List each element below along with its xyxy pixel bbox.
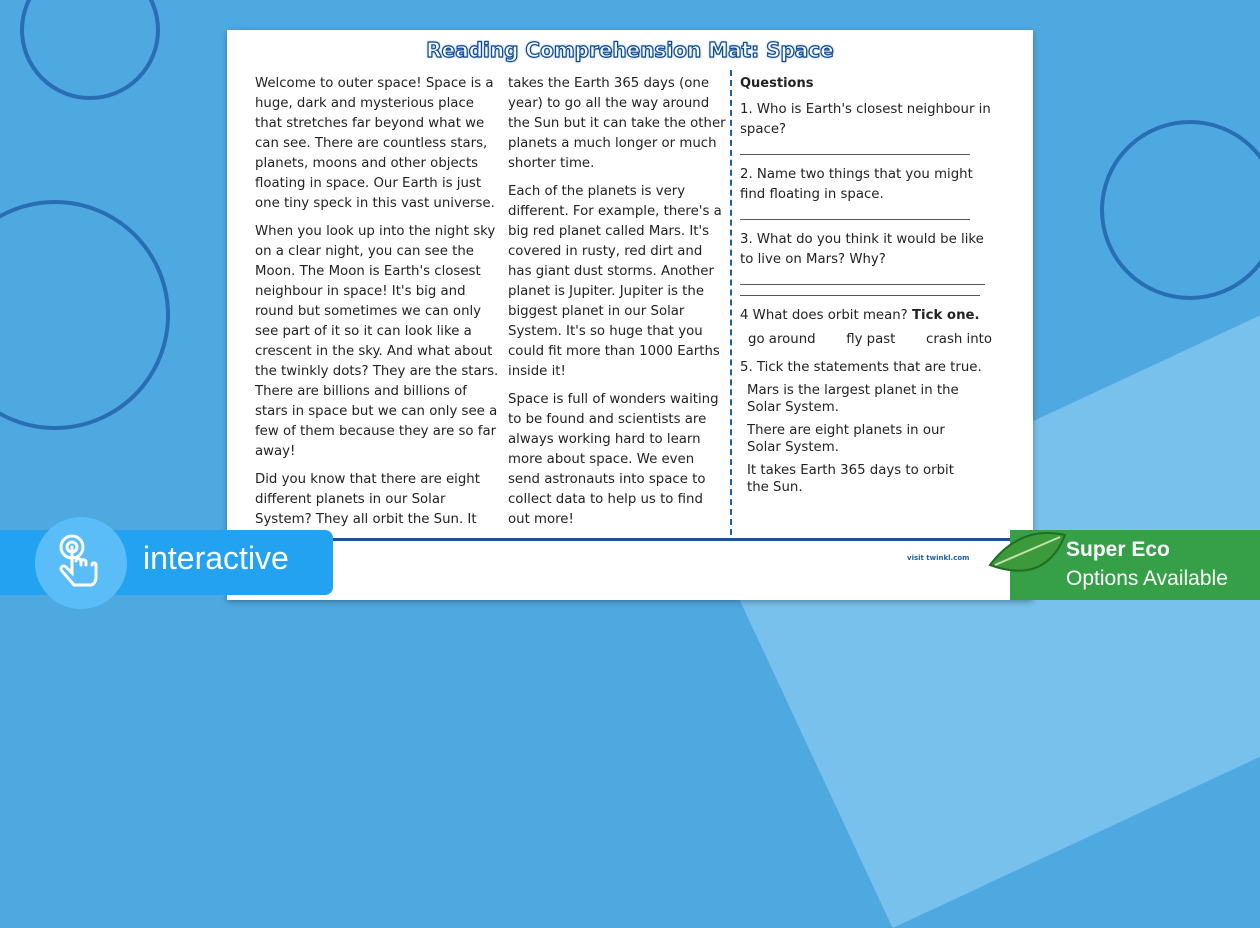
paragraph: When you look up into the night sky on a clear night, you can see the Moon. The Moon is Earth's closest neighbour in space! It's big and round but sometimes we can only see part of it so it can look like a crescent in the sky. And what about the twinkly dots? They are the stars. There are billions and billions of stars in space but we can only see a few of them because they are so far away! xyxy=(255,224,499,459)
option-go-around[interactable]: go around xyxy=(748,332,816,347)
question-4 xyxy=(740,306,1000,326)
footer-link: visit twinkl.com xyxy=(907,554,970,562)
planet-decoration xyxy=(1100,120,1260,300)
paragraph: Welcome to outer space! Space is a huge, dark and mysterious place that stretches far beyond what we can see. There are countless stars, planets, moons and other objects floating in space. Our Earth is just one tiny speck in this vast universe. xyxy=(255,76,495,211)
question-2: 2. Name two things that you might find floating in space. xyxy=(740,167,973,202)
paragraph: Each of the planets is very different. For example, there's a big red planet called Mars. It's covered in rusty, red dirt and has giant dust storms. Another planet is Jupiter. Jupiter is the biggest planet in our Solar System. It's so huge that you could fit more than 1000 Earths inside it! xyxy=(508,184,722,379)
paragraph: Space is full of wonders waiting to be found and scientists are always working hard to learn more about space. We even send astronauts into space to collect data to help us to find out more! xyxy=(508,392,719,527)
eco-title: Super Eco xyxy=(1066,538,1170,561)
statement[interactable]: Mars is the largest planet in the Solar System. xyxy=(747,383,959,415)
planet-decoration xyxy=(0,200,170,430)
leaf-icon xyxy=(980,515,1070,595)
paragraph: Did you know that there are eight different planets in our Solar System? They all orbit the Sun. It xyxy=(255,472,480,527)
questions-column xyxy=(740,74,1000,502)
interactive-label: interactive xyxy=(143,540,289,576)
option-fly-past[interactable]: fly past xyxy=(846,332,896,347)
question-3: 3. What do you think it would be like to live on Mars? Why? xyxy=(740,232,984,267)
questions-heading: Questions xyxy=(740,76,814,91)
statement[interactable]: There are eight planets in our Solar System. xyxy=(747,423,945,455)
column-divider xyxy=(730,70,732,535)
touch-icon xyxy=(35,517,127,609)
orbit-options xyxy=(740,330,1000,350)
reading-mat xyxy=(227,30,1033,600)
answer-line[interactable] xyxy=(740,284,985,285)
question-4-text: 4 What does orbit mean? xyxy=(740,308,908,323)
question-5: 5. Tick the statements that are true. xyxy=(740,360,982,375)
paragraph: takes the Earth 365 days (one year) to go all the way around the Sun but it can take the other planets a much longer or much shorter time. xyxy=(508,76,726,171)
eco-subtitle: Options Available xyxy=(1066,567,1228,590)
answer-line[interactable] xyxy=(740,219,970,220)
answer-line[interactable] xyxy=(740,154,970,155)
page-title: Reading Comprehension Mat: Space xyxy=(426,38,834,62)
text-column-1 xyxy=(255,74,503,538)
planet-decoration xyxy=(20,0,160,100)
text-column-2 xyxy=(508,74,728,538)
statement[interactable]: It takes Earth 365 days to orbit the Sun. xyxy=(747,463,954,495)
question-4-instruction: Tick one. xyxy=(911,308,980,323)
footer-rule xyxy=(227,538,1033,541)
option-crash-into[interactable]: crash into xyxy=(926,332,992,347)
question-1: 1. Who is Earth's closest neighbour in space? xyxy=(740,102,991,137)
answer-line[interactable] xyxy=(740,295,980,296)
